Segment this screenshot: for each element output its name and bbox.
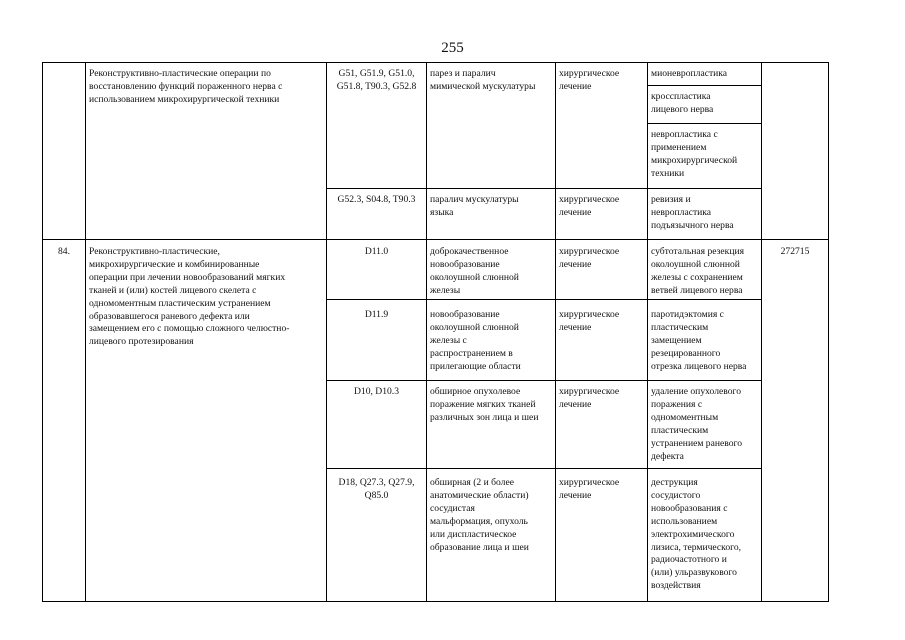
icd-code-cell: D11.9: [364, 309, 389, 320]
treatment-type-cell: хирургическое лечение: [559, 309, 620, 333]
table-rule: [85, 62, 86, 602]
table-rule: [42, 601, 829, 602]
treatment-method-cell: паротидэктомия с пластическим замещением резецированного отрезка лицевого нерва: [651, 309, 747, 372]
treatment-type-cell: хирургическое лечение: [559, 477, 620, 501]
table-rule: [647, 62, 648, 602]
table-rule: [326, 62, 327, 602]
patient-model-cell: паралич мускулатуры языка: [430, 194, 519, 218]
volume-cost-cell: 272715: [780, 246, 810, 257]
table-rule: [42, 62, 43, 602]
icd-code-cell: G51, G51.9, G51.0, G51.8, T90.3, G52.8: [336, 68, 417, 92]
treatment-method-cell: субтотальная резекция околоушной слюнной железы с сохранением ветвей лицевого нерва: [651, 246, 745, 296]
patient-model-cell: новообразование околоушной слюнной железы с распространением в прилегающие области: [430, 309, 521, 372]
row-number-cell: 84.: [58, 246, 70, 257]
treatment-type-cell: хирургическое лечение: [559, 246, 620, 270]
table-rule: [42, 239, 829, 240]
table-rule: [326, 468, 761, 469]
treatment-method-cell: мионевропластика: [651, 68, 728, 79]
patient-model-cell: обширная (2 и более анатомические области) сосудистая мальформация, опухоль или диспластическое образование лица и шеи: [430, 477, 529, 553]
table-rule: [326, 188, 761, 189]
table-rule: [326, 380, 761, 381]
page-number: 255: [441, 40, 464, 56]
treatment-type-cell: хирургическое лечение: [559, 68, 620, 92]
icd-code-cell: D11.0: [364, 246, 389, 257]
treatment-method-cell: ревизия и невропластика подъязычного нерва: [651, 194, 734, 231]
table-rule: [828, 62, 829, 602]
icd-code-cell: G52.3, S04.8, T90.3: [337, 194, 416, 205]
table-rule: [647, 85, 761, 86]
patient-model-cell: обширное опухолевое поражение мягких тканей различных зон лица и шеи: [430, 386, 539, 423]
table-rule: [326, 299, 761, 300]
table-rule: [761, 62, 762, 602]
treatment-method-cell: удаление опухолевого поражения с одномоментным пластическим устранением раневого дефекта: [651, 386, 743, 462]
treatment-type-cell: хирургическое лечение: [559, 386, 620, 410]
table-rule: [555, 62, 556, 602]
table-rule: [426, 62, 427, 602]
icd-code-cell: D10, D10.3: [353, 386, 400, 397]
treatment-method-cell: невропластика с применением микрохирургической техники: [651, 129, 738, 179]
treatment-type-cell: хирургическое лечение: [559, 194, 620, 218]
table-rule: [647, 123, 761, 124]
table-rule: [42, 62, 829, 63]
icd-code-cell: D18, Q27.3, Q27.9, Q85.0: [338, 477, 415, 501]
procedure-name-cell: Реконструктивно-пластические операции по восстановлению функций пораженного нерва с использованием микрохирургической техники: [89, 68, 283, 105]
treatment-method-cell: деструкция сосудистого новообразования с использованием электрохимического лизиса, термического, радиочастотного и (или) ульразвукового воздействия: [651, 477, 742, 592]
treatment-method-cell: кросспластика лицевого нерва: [651, 91, 714, 115]
patient-model-cell: парез и паралич мимической мускулатуры: [430, 68, 536, 92]
procedure-name-cell: Реконструктивно-пластические, микрохирургические и комбинированные операции при лечении новообразований мягких тканей и (или) костей лицевого скелета с одномоментным пластическим устранением образовавшегося раневого дефекта или замещением его с помощью сложного челюстно- лицевого протезирования: [89, 246, 290, 348]
patient-model-cell: доброкачественное новообразование околоушной слюнной железы: [430, 246, 519, 296]
